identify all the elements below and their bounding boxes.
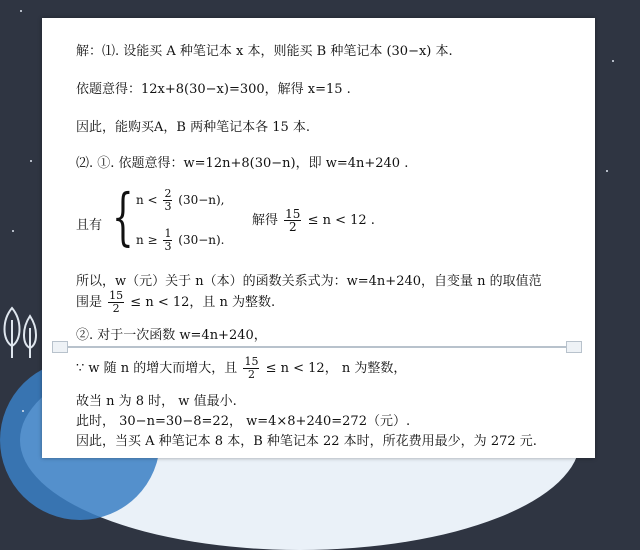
final-conclusion: 因此，当买 A 种笔记本 8 本，B 种笔记本 22 本时，所花费用最少，为 272 元. (76, 434, 537, 449)
system-solution: 解得 $\frac{15}{2}$ ≤ n < 12 . (252, 207, 375, 234)
divider-handle-right[interactable] (566, 341, 582, 353)
step1-setup: 解：⑴. 设能买 A 种笔记本 x 本，则能买 B 种笔记本 (30−x) 本. (76, 44, 453, 59)
tree-decoration-icon (0, 300, 42, 360)
inequality-system (76, 180, 376, 266)
fraction: $\frac{15}{2}$ (285, 207, 301, 234)
step1-conclusion: 因此，能购买A，B 两种笔记本各 15 本. (76, 120, 311, 135)
step1-equation: 依题意得：12x+8(30−x)=300，解得 x=15 . (76, 82, 351, 97)
solution-card (42, 18, 595, 458)
calculation-line: 此时， 30−n=30−8=22， w=4×8+240=272（元）. (76, 414, 411, 429)
minimum-line: 故当 n 为 8 时， w 值最小. (76, 394, 237, 409)
step2-function: ⑵. ①. 依题意得：w=12n+8(30−n)，即 w=4n+240 . (76, 156, 409, 171)
system-row-2: n ≥ $\frac{1}{3}$ (30−n). (136, 227, 225, 253)
fraction: $\frac{15}{2}$ (109, 289, 124, 315)
left-brace: { (112, 180, 134, 253)
fraction: $\frac{1}{3}$ (164, 227, 172, 253)
page-divider (52, 346, 582, 348)
fraction: $\frac{2}{3}$ (164, 187, 172, 213)
domain-line: 围是 $\frac{15}{2}$ ≤ n < 12，且 n 为整数. (76, 289, 276, 315)
divider-handle-left[interactable] (52, 341, 68, 353)
system-row-1: n < $\frac{2}{3}$ (30−n), (136, 187, 225, 213)
function-relation: 所以，w（元）关于 n（本）的函数关系式为：w=4n+240，自变量 n 的取值范 (76, 274, 542, 289)
step2-part2-heading: ②. 对于一次函数 w=4n+240， (76, 328, 267, 343)
monotonic-line: ∵ w 随 n 的增大而增大，且 $\frac{15}{2}$ ≤ n < 12， n 为整数， (76, 355, 407, 381)
fraction: $\frac{15}{2}$ (244, 355, 259, 381)
system-prefix: 且有 (76, 218, 103, 233)
